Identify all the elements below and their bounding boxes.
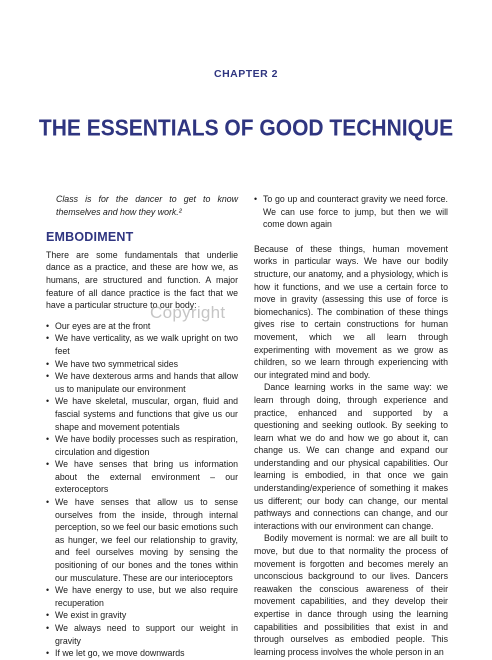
epigraph: Class is for the dancer to get to know themselves and how they work.² xyxy=(56,194,238,217)
chapter-title: THE ESSENTIALS OF GOOD TECHNIQUE xyxy=(38,116,454,141)
list-item: • We have energy to use, but we also require recuperation xyxy=(46,584,238,609)
left-column xyxy=(46,193,238,660)
section-heading: EMBODIMENT xyxy=(46,230,134,245)
list-item: • We have dexterous arms and hands that allow us to manipulate our environment xyxy=(46,370,238,395)
list-item: • To go up and counteract gravity we need force. We can use force to jump, but then we will come down again xyxy=(254,193,448,231)
list-item: • We have bodily processes such as respiration, circulation and digestion xyxy=(46,433,238,458)
body-paragraph: Bodily movement is normal: we are all built to move, but due to that normality the process of movement is forgotten and becomes merely an unconscious background to our lives. Dancers reawaken the conscious awareness of their movement capabilities, and they develop their expertise in dance through using the learning capabilities and possibilities that exist in and through ourselves as embodied people. This learning process involves the whole person in an xyxy=(254,533,448,657)
list-item: • If we let go, we move downwards xyxy=(46,647,238,660)
list-item: • We have verticality, as we walk upright on two feet xyxy=(46,332,238,357)
list-item: • We have senses that allow us to sense ourselves from the inside, through internal perception, so we feel our basic emotions such as hunger, we feel our relationship to gravity, and feel ourselves moving by sensing the positioning of our bones and the tones within our musculature. These are our interioceptors xyxy=(46,496,238,584)
intro-paragraph: There are some fundamentals that underlie dance as a practice, and these are how we, as humans, are structured and function. A major feature of all dance practice is the fact that we have a particular structure to our body: xyxy=(46,249,238,311)
list-item: • We have senses that bring us information about the external environment – our exteroceptors xyxy=(46,458,238,496)
body-paragraph: Dance learning works in the same way: we learn through doing, through experience and practice, enhanced and supported by a questioning and seeking outlook. By seeking to learn what we do and how we go about it, can change us. We can change and expand our understanding and our physical capabilities. Our learning is embodied, in that once we gain understanding/experience of something it makes us different; our body can change, our mental pathways and connections can change, and our interactions with our environment can change. xyxy=(254,382,448,531)
list-item: • We have skeletal, muscular, organ, fluid and fascial systems and functions that give us our shape and movement potentials xyxy=(46,395,238,433)
chapter-label: CHAPTER 2 xyxy=(213,68,278,80)
list-item: • We have two symmetrical sides xyxy=(46,358,238,371)
list-item: • We always need to support our weight in gravity xyxy=(46,622,238,647)
body-structure-list xyxy=(46,320,238,660)
list-item: • We exist in gravity xyxy=(46,609,238,622)
copyright-watermark: Copyright xyxy=(150,303,226,322)
body-paragraph: Because of these things, human movement works in particular ways. We have our bodily structure, our anatomy, and a physiology, which is how it functions, and we use a certain force to move in gravity (assessing this use of force is biomechanics). The combination of these things gives rise to certain constructions for human movement, which we all learn through experimenting with movement as we grow as children, so we learn through experiencing with our integrated mind and body. xyxy=(254,243,448,380)
gravity-list xyxy=(254,193,448,231)
list-item: • Our eyes are at the front xyxy=(46,320,238,333)
right-column xyxy=(254,193,448,658)
